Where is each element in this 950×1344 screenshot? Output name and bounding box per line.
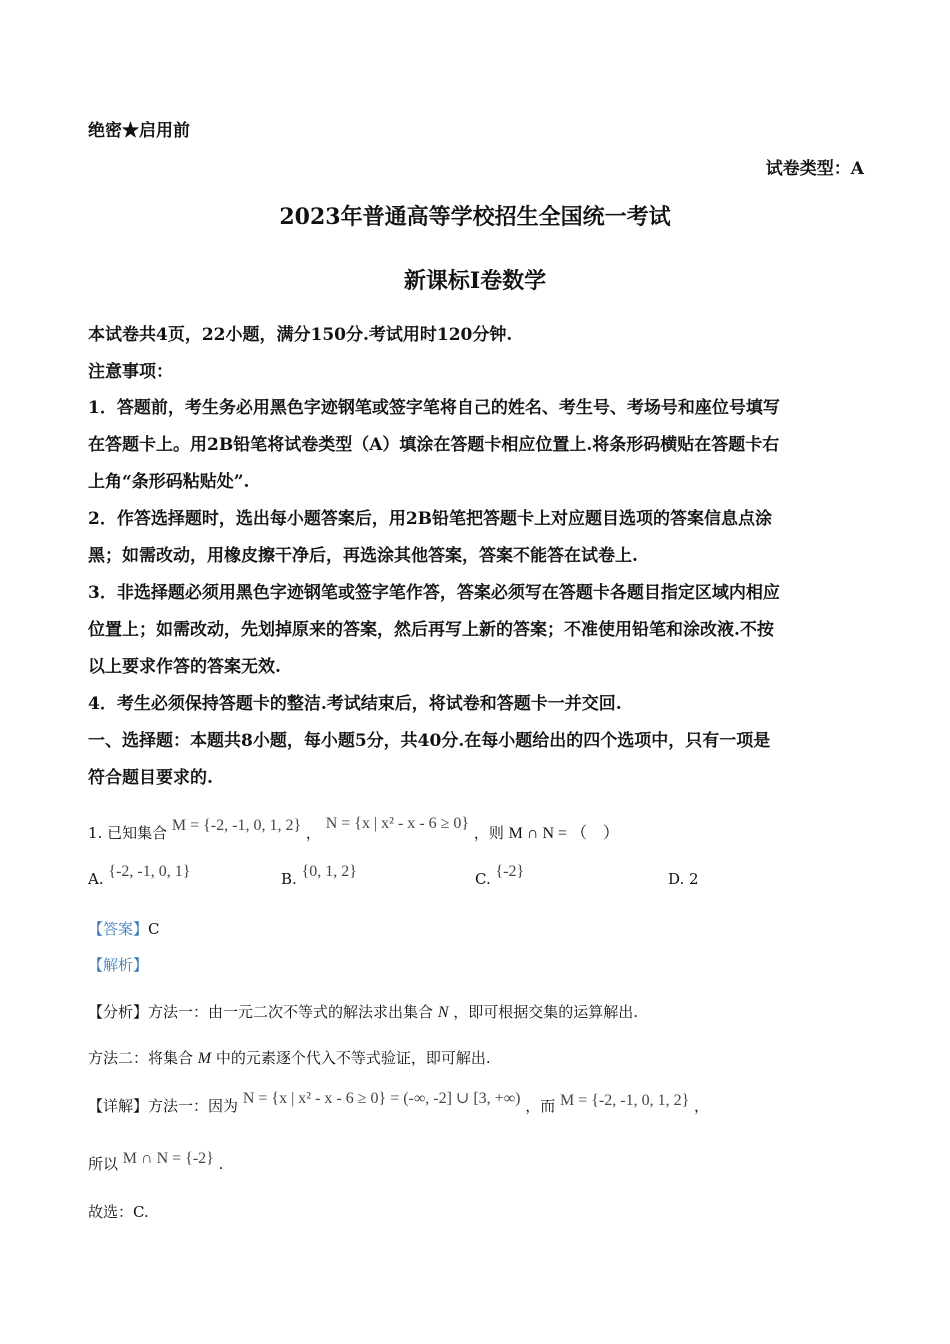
question-1: [88, 815, 620, 843]
option-a: [88, 863, 191, 889]
question-prefix: 1. 已知集合: [88, 824, 168, 842]
secret-label: 绝密★启用前: [88, 121, 190, 141]
notes-line: 以上要求作答的答案无效.: [88, 657, 281, 677]
detail-label: 【详解】: [88, 1097, 149, 1115]
detail-line-2: [88, 1150, 224, 1174]
page-title: 2023年普通高等学校招生全国统一考试: [279, 204, 671, 230]
intro-text: 本试卷共4页，22小题，满分150分.考试用时120分钟.: [88, 325, 513, 345]
set-N: N = {x | x² - x - 6 ≥ 0}: [325, 815, 470, 832]
answer-line: [88, 918, 160, 939]
analysis-text: ，即可根据交集的运算解出.: [453, 1003, 639, 1021]
detail-line-1: [88, 1090, 710, 1116]
option-label: D.: [668, 870, 685, 888]
notes-line: 3．非选择题必须用黑色字迹钢笔或签字笔作答，答案必须写在答题卡各题目指定区域内相应: [88, 583, 780, 603]
analysis-text: 方法二：将集合: [88, 1049, 194, 1067]
notes-line: 黑；如需改动，用橡皮擦干净后，再选涂其他答案，答案不能答在试卷上.: [88, 546, 638, 566]
detail-text: ，: [694, 1097, 710, 1115]
var-N: N: [437, 1004, 449, 1021]
notes-line: 1．答题前，考生务必用黑色字迹钢笔或签字笔将自己的姓名、考生号、考场号和座位号填写: [88, 398, 780, 418]
set-N-solution: N = {x | x² - x - 6 ≥ 0} = (-∞, -2] ∪ [3, +∞): [242, 1090, 521, 1107]
option-value: 2: [689, 870, 699, 888]
option-value: {-2, -1, 0, 1}: [108, 863, 191, 880]
answer-tag: 【答案】: [88, 920, 149, 938]
option-value: {0, 1, 2}: [301, 863, 357, 880]
analysis-line-1: [88, 1001, 638, 1022]
set-M-detail: M = {-2, -1, 0, 1, 2}: [560, 1092, 690, 1109]
option-b: [281, 863, 357, 889]
detail-text: .: [218, 1155, 224, 1173]
analysis-text: 中的元素逐个代入不等式验证，即可解出.: [215, 1049, 491, 1067]
notes-line: 上角“条形码粘贴处”.: [88, 472, 250, 492]
detail-text: 所以: [88, 1155, 119, 1173]
section-heading-cont: 符合题目要求的.: [88, 768, 213, 788]
detail-text: ，而: [525, 1097, 556, 1115]
analysis-line-2: [88, 1047, 491, 1068]
separator: ，: [305, 824, 321, 842]
analysis-text: 方法一：由一元二次不等式的解法求出集合: [148, 1003, 434, 1021]
question-ask: M ∩ N = （ ）: [508, 825, 620, 842]
section-heading: 一、选择题：本题共8小题，每小题5分，共40分.在每小题给出的四个选项中，只有一项是: [88, 731, 771, 751]
intersection-result: M ∩ N = {-2}: [122, 1150, 214, 1167]
option-c: [475, 863, 525, 889]
option-label: A.: [88, 870, 104, 888]
set-M: M = {-2, -1, 0, 1, 2}: [171, 817, 302, 834]
notes-line: 2．作答选择题时，选出每小题答案后，用2B铅笔把答题卡上对应题目选项的答案信息点涂: [88, 509, 773, 529]
var-M: M: [197, 1050, 212, 1067]
paper-type-label: 试卷类型：A: [765, 159, 864, 179]
option-label: B.: [281, 870, 297, 888]
notes-heading: 注意事项：: [88, 362, 173, 382]
option-d: [668, 870, 699, 888]
choose-line: 故选：C.: [88, 1203, 149, 1221]
answer-value: C: [148, 920, 160, 938]
question-suffix: ，则: [473, 824, 504, 842]
option-value: {-2}: [495, 863, 525, 880]
notes-line: 4．考生必须保持答题卡的整洁.考试结束后，将试卷和答题卡一并交回.: [88, 694, 622, 714]
analysis-label: 【分析】: [88, 1003, 149, 1021]
page-subtitle: 新课标Ⅰ卷数学: [403, 268, 547, 294]
notes-line: 位置上；如需改动，先划掉原来的答案，然后再写上新的答案；不准使用铅笔和涂改液.不按: [88, 620, 774, 640]
detail-text: 方法一：因为: [148, 1097, 239, 1115]
notes-line: 在答题卡上。用2B铅笔将试卷类型（A）填涂在答题卡相应位置上.将条形码横贴在答题卡右: [88, 435, 780, 455]
option-label: C.: [475, 870, 491, 888]
analysis-tag: 【解析】: [88, 956, 149, 974]
